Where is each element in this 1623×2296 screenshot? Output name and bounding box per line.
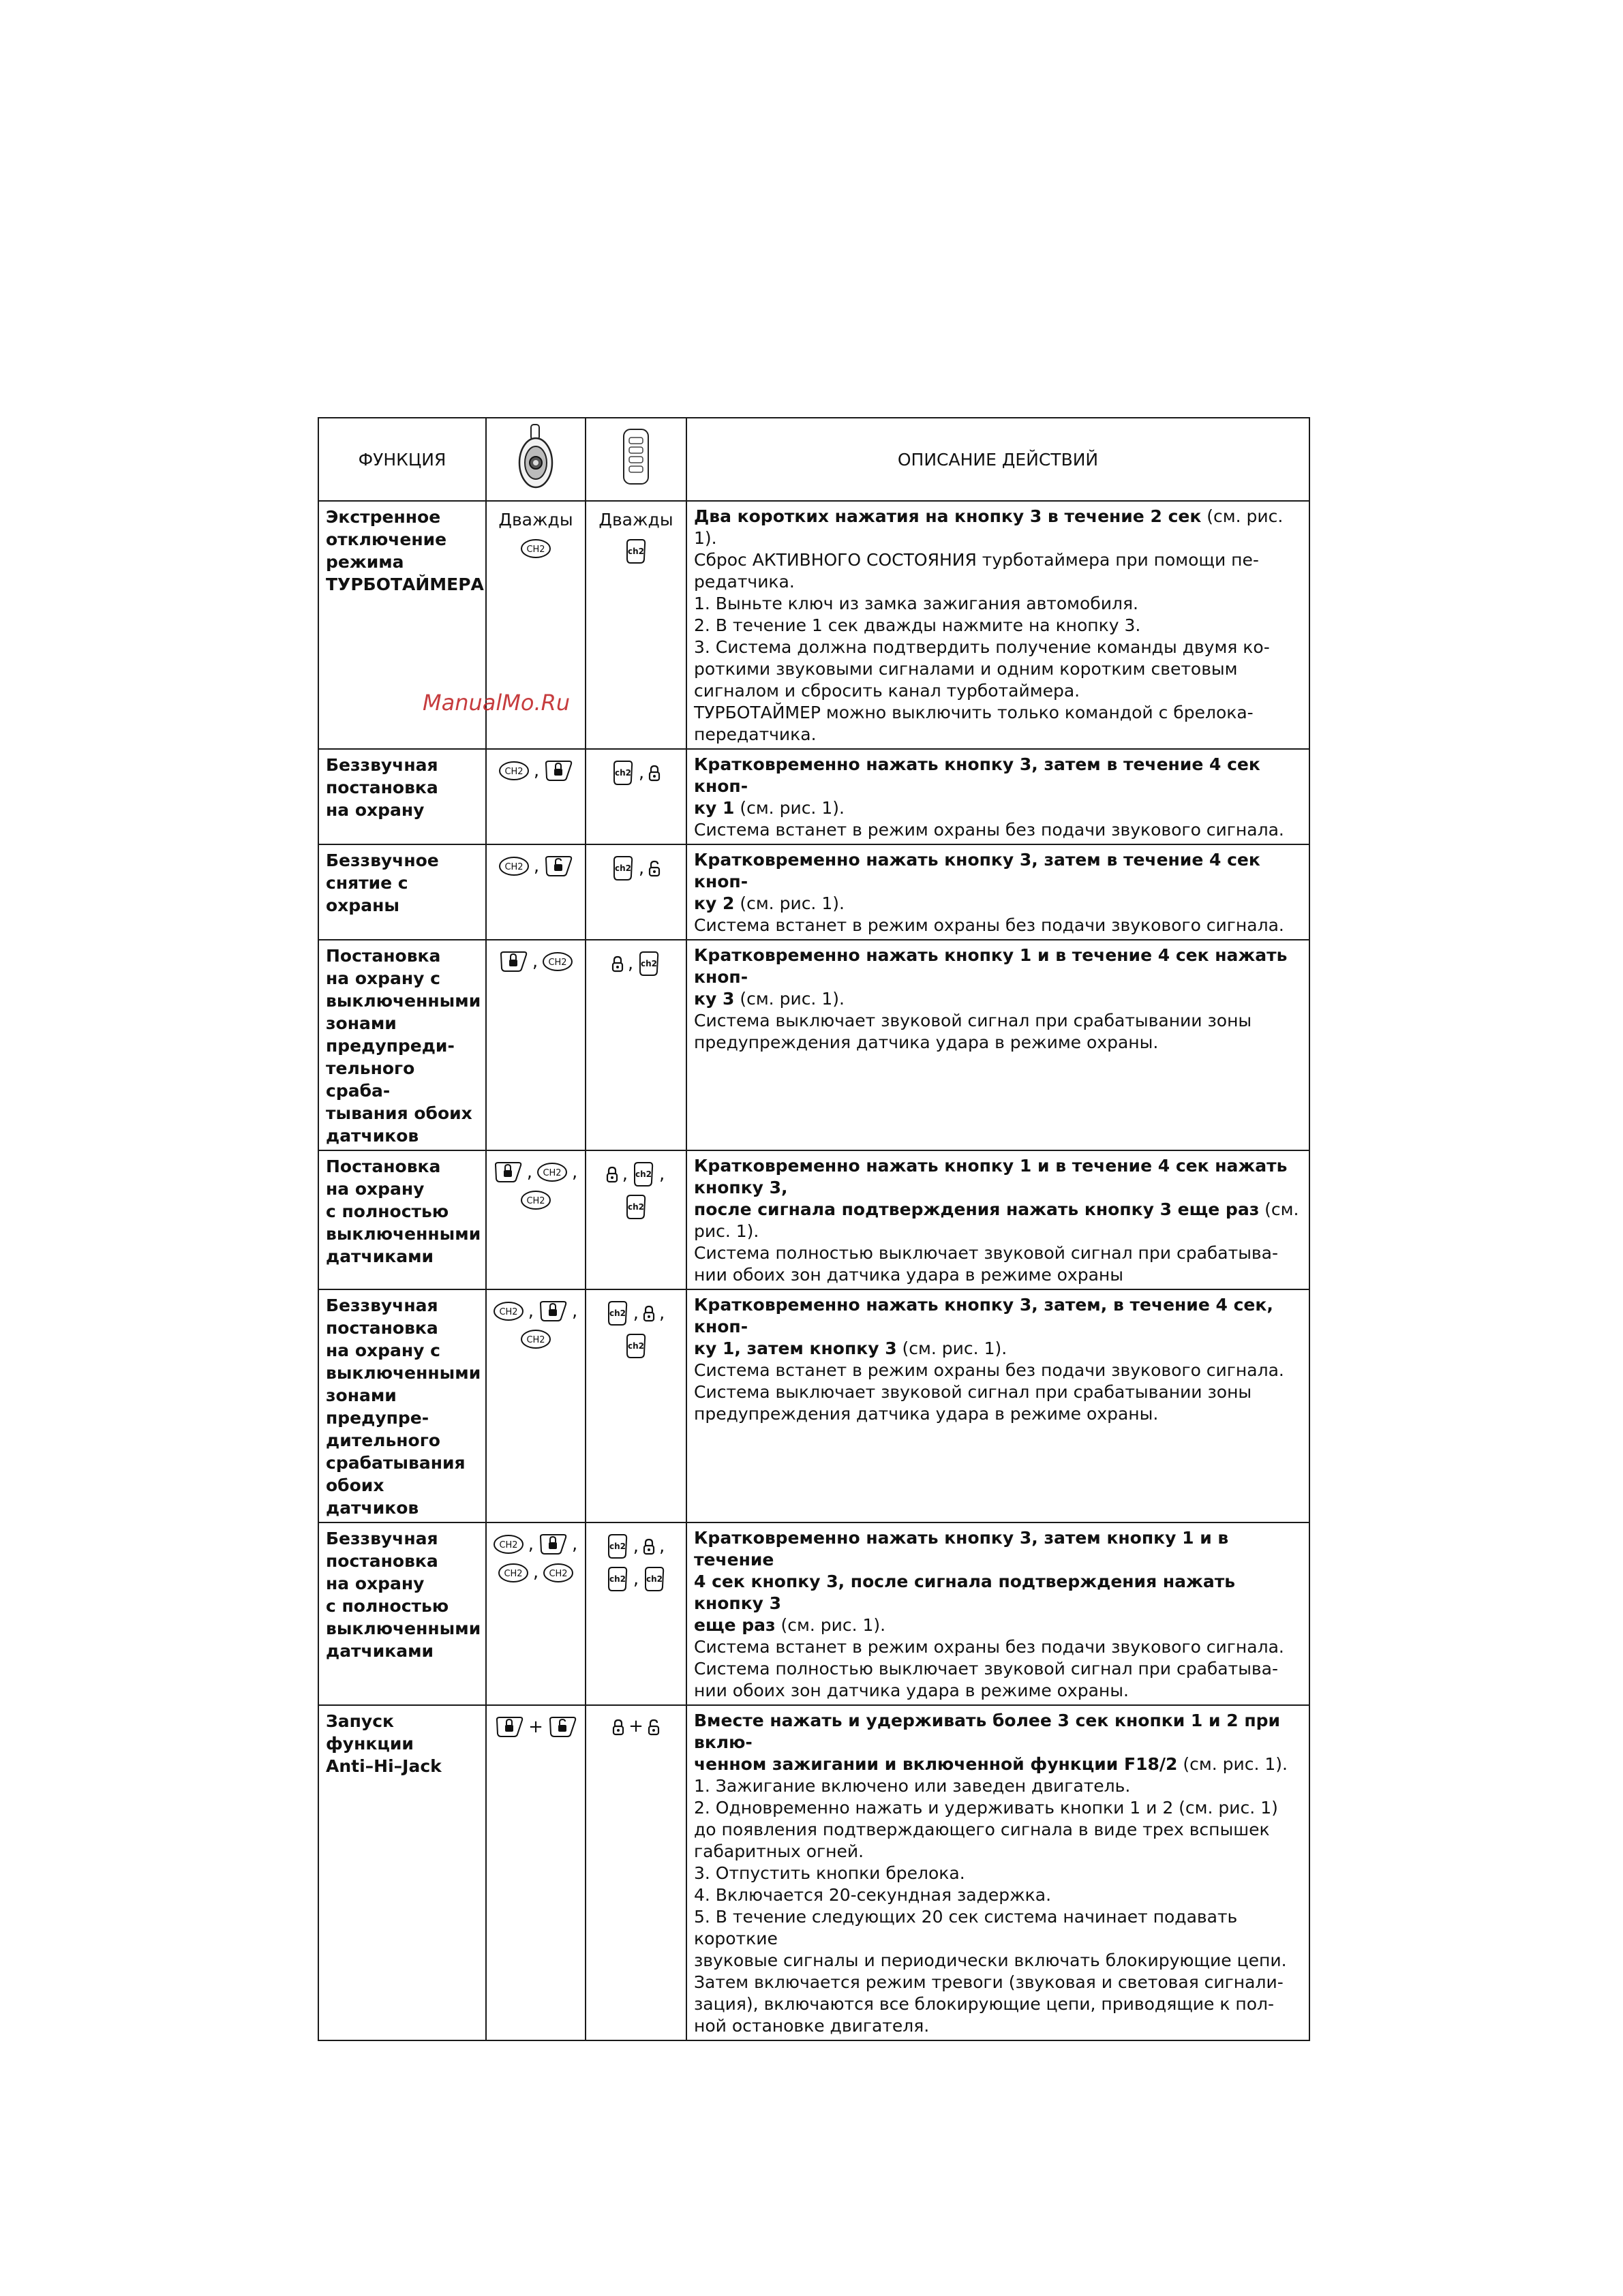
description-text: Система полностью выключает звуковой сигнал при срабатыва- — [694, 1659, 1279, 1679]
unlock-button-icon — [547, 1715, 577, 1739]
description-line — [694, 680, 1302, 702]
function-text: постановка — [326, 1551, 438, 1571]
button-sequence — [489, 1715, 582, 1739]
svg-text:CH2: CH2 — [548, 958, 567, 968]
description-text: предупреждения датчика удара в режиме охраны. — [694, 1404, 1159, 1424]
table-row — [318, 844, 1309, 940]
description-line — [694, 702, 1302, 724]
description-line — [694, 724, 1302, 746]
lock-button-icon — [494, 1715, 524, 1739]
button-sequence — [589, 1533, 683, 1560]
description-cell — [686, 501, 1309, 749]
description-line — [694, 593, 1302, 615]
svg-text:CH2: CH2 — [526, 1196, 545, 1206]
description-line — [694, 797, 1302, 819]
function-text: дительного — [326, 1430, 440, 1450]
description-bold-text: Кратковременно нажать кнопку 3, затем кнопку 1 и в течение — [694, 1528, 1229, 1570]
description-line — [694, 1754, 1302, 1775]
description-text: 2. Одновременно нажать и удерживать кнопки 1 и 2 (см. рис. 1) — [694, 1798, 1278, 1818]
button-sequence — [489, 1533, 582, 1556]
description-line — [694, 1032, 1302, 1054]
description-text: габаритных огней. — [694, 1841, 864, 1861]
function-text: с полностью — [326, 1596, 449, 1616]
function-text: выключенными — [326, 1619, 481, 1638]
button-sequence — [489, 950, 582, 973]
comma-separator: , — [633, 1302, 639, 1323]
description-line — [694, 1972, 1302, 1993]
function-cell — [318, 844, 486, 940]
description-text: (см. рис. 1). — [1177, 1754, 1288, 1774]
comma-separator: , — [622, 1163, 628, 1184]
description-line — [694, 1906, 1302, 1950]
svg-text:CH2: CH2 — [526, 545, 545, 555]
description-line — [694, 1775, 1302, 1797]
button-sequence — [489, 1189, 582, 1211]
fob2-cell — [586, 1522, 686, 1705]
function-text: с полностью — [326, 1201, 449, 1221]
description-bold-text: ку 3 — [694, 989, 735, 1009]
description-text: нии обоих зон датчика удара в режиме охраны. — [694, 1681, 1129, 1700]
function-text: датчиками — [326, 1641, 434, 1661]
description-text: редатчика. — [694, 572, 795, 592]
description-line — [694, 1614, 1302, 1636]
lock-icon — [648, 764, 661, 782]
plus-separator: + — [528, 1716, 543, 1737]
function-text: постановка — [326, 778, 438, 797]
fob1-cell — [486, 1289, 586, 1522]
unlock-button-icon — [543, 855, 573, 878]
function-text: на охрану с — [326, 1341, 441, 1360]
description-line — [694, 849, 1302, 893]
function-table — [318, 417, 1310, 2041]
ch2-button-icon — [493, 1533, 524, 1555]
svg-text:ch2: ch2 — [614, 863, 631, 873]
table-body — [318, 501, 1309, 2040]
description-line — [694, 1360, 1302, 1381]
description-text: 2. В течение 1 сек дважды нажмите на кнопку 3. — [694, 615, 1141, 635]
function-text: на охрану — [326, 800, 425, 820]
description-bold-text: Кратковременно нажать кнопку 1 и в течение 4 сек нажать кноп- — [694, 945, 1288, 987]
svg-text:ch2: ch2 — [641, 959, 658, 968]
description-line — [694, 1527, 1302, 1571]
fob2-cell — [586, 1150, 686, 1289]
button-sequence — [589, 855, 683, 882]
description-line — [694, 2015, 1302, 2037]
button-sequence — [589, 759, 683, 786]
lock-button-icon — [493, 1161, 523, 1184]
lock-button-icon — [543, 759, 573, 782]
svg-text:ch2: ch2 — [635, 1169, 652, 1179]
function-table-document — [318, 417, 1309, 2041]
function-text: тельного сраба- — [326, 1058, 415, 1101]
svg-text:CH2: CH2 — [504, 862, 524, 872]
lock-icon — [643, 1537, 655, 1555]
lock-button-icon — [498, 950, 528, 973]
ch2-button-icon — [520, 538, 551, 560]
description-bold-text: ку 1, затем кнопку 3 — [694, 1338, 897, 1358]
description-cell — [686, 1522, 1309, 1705]
comma-separator: , — [659, 1535, 665, 1557]
button-sequence — [489, 1300, 582, 1323]
description-text: 1. Выньте ключ из замка зажигания автомобиля. — [694, 594, 1138, 613]
comma-separator: , — [533, 760, 540, 781]
svg-text:CH2: CH2 — [504, 767, 524, 777]
svg-text:CH2: CH2 — [504, 1568, 523, 1579]
description-line — [694, 945, 1302, 988]
ch2-button-icon — [498, 855, 530, 877]
table-row — [318, 1289, 1309, 1522]
function-cell — [318, 1289, 486, 1522]
function-text: предупреди- — [326, 1036, 455, 1056]
description-line — [694, 1199, 1302, 1242]
description-line — [694, 549, 1302, 571]
svg-text:ch2: ch2 — [627, 1341, 645, 1351]
svg-text:CH2: CH2 — [499, 1307, 518, 1317]
button-sequence — [589, 950, 683, 977]
description-text: 3. Отпустить кнопки брелока. — [694, 1863, 965, 1883]
comma-separator: , — [633, 1535, 639, 1557]
description-line — [694, 1155, 1302, 1199]
function-text: тывания обоих — [326, 1103, 472, 1123]
ch2-button-icon — [611, 855, 635, 882]
description-line — [694, 506, 1302, 549]
function-cell — [318, 1705, 486, 2040]
description-text: Система встанет в режим охраны без подачи звукового сигнала. — [694, 820, 1284, 840]
description-text: Система полностью выключает звуковой сигнал при срабатыва- — [694, 1243, 1279, 1263]
description-line — [694, 1710, 1302, 1754]
ch2-button-icon — [606, 1533, 629, 1560]
fob2-cell — [586, 1289, 686, 1522]
description-text: зация), включаются все блокирующие цепи, приводящие к пол- — [694, 1994, 1275, 2014]
fob1-column-header — [486, 418, 586, 501]
svg-text:ch2: ch2 — [614, 768, 631, 778]
fob1-cell — [486, 940, 586, 1150]
remote-fob-2-icon — [621, 427, 651, 488]
comma-separator: , — [638, 857, 645, 878]
description-text: Сброс АКТИВНОГО СОСТОЯНИЯ турботаймера при помощи пе- — [694, 550, 1259, 570]
fob1-cell — [486, 749, 586, 844]
description-line — [694, 1819, 1302, 1841]
description-bold-text: Кратковременно нажать кнопку 3, затем в течение 4 сек кноп- — [694, 754, 1260, 796]
comma-separator: , — [532, 1562, 539, 1582]
description-text: 1. Зажигание включено или заведен двигатель. — [694, 1776, 1131, 1796]
function-text: Постановка — [326, 946, 441, 966]
table-row — [318, 1522, 1309, 1705]
lock-icon — [611, 955, 624, 973]
description-text: передатчика. — [694, 724, 817, 744]
function-text: срабатывания — [326, 1453, 466, 1473]
fob1-cell — [486, 1522, 586, 1705]
description-line — [694, 1658, 1302, 1680]
description-line — [694, 1010, 1302, 1032]
description-text: Система встанет в режим охраны без подачи звукового сигнала. — [694, 1360, 1284, 1380]
description-line — [694, 915, 1302, 936]
function-text: функции — [326, 1734, 414, 1754]
function-cell — [318, 749, 486, 844]
button-sequence — [489, 538, 582, 560]
function-text: ТУРБОТАЙМЕРА — [326, 575, 484, 594]
remote-fob-1-icon — [515, 423, 556, 491]
fob2-cell — [586, 749, 686, 844]
description-text: Система встанет в режим охраны без подачи звукового сигнала. — [694, 915, 1284, 935]
description-line — [694, 1403, 1302, 1425]
function-text: режима — [326, 552, 404, 572]
fob1-cell — [486, 1150, 586, 1289]
function-text: Беззвучная — [326, 755, 438, 775]
function-text: на охрану — [326, 1179, 425, 1199]
comma-separator: , — [532, 951, 539, 972]
description-text: (см. рис. 1). — [734, 893, 845, 913]
description-line — [694, 1264, 1302, 1286]
description-text: (см. рис. 1). — [694, 506, 1284, 548]
button-sequence — [589, 1161, 683, 1188]
description-bold-text: ку 1 — [694, 798, 735, 818]
svg-text:CH2: CH2 — [543, 1168, 562, 1178]
description-line — [694, 571, 1302, 593]
description-text: Затем включается режим тревоги (звуковая и световая сигнали- — [694, 1972, 1284, 1992]
comma-separator: , — [528, 1300, 534, 1321]
unlock-icon — [648, 1718, 660, 1736]
description-line — [694, 1381, 1302, 1403]
button-sequence — [589, 1300, 683, 1327]
comma-separator: , — [572, 1533, 578, 1555]
comma-separator: , — [572, 1161, 578, 1182]
function-text: выключенными — [326, 1363, 481, 1383]
ch2-button-icon — [611, 759, 635, 786]
table-row — [318, 1705, 1309, 2040]
function-text: зонами — [326, 1013, 397, 1033]
fob1-cell — [486, 844, 586, 940]
fob2-cell — [586, 844, 686, 940]
comma-separator: , — [572, 1300, 578, 1321]
description-line — [694, 1884, 1302, 1906]
description-text: (см. рис. 1). — [694, 1199, 1299, 1241]
description-text: Система выключает звуковой сигнал при срабатывании зоны — [694, 1382, 1252, 1402]
function-cell — [318, 940, 486, 1150]
comma-separator: , — [533, 855, 540, 876]
button-sequence — [489, 1328, 582, 1350]
watermark: ManualMo.Ru — [423, 690, 571, 716]
function-text: Беззвучное — [326, 851, 439, 870]
button-sequence — [489, 759, 582, 782]
function-text: выключенными — [326, 1224, 481, 1244]
ch2-button-icon — [624, 1332, 648, 1360]
ch2-button-icon — [493, 1300, 524, 1322]
description-text: (см. рис. 1). — [775, 1615, 886, 1635]
description-line — [694, 754, 1302, 797]
lock-icon — [612, 1718, 624, 1736]
function-cell — [318, 1522, 486, 1705]
ch2-button-icon — [624, 538, 648, 565]
description-text: (см. рис. 1). — [734, 798, 845, 818]
function-text: Anti–Hi–Jack — [326, 1756, 442, 1776]
function-text: зонами — [326, 1386, 397, 1405]
button-sequence — [489, 855, 582, 878]
table-row — [318, 940, 1309, 1150]
ch2-button-icon — [520, 1189, 551, 1211]
description-text: (см. рис. 1). — [734, 989, 845, 1009]
description-cell — [686, 1150, 1309, 1289]
fob1-cell — [486, 1705, 586, 2040]
svg-text:CH2: CH2 — [499, 1540, 518, 1550]
function-text: снятие с охраны — [326, 873, 408, 915]
svg-text:CH2: CH2 — [549, 1568, 568, 1579]
fob2-column-header — [586, 418, 686, 501]
function-text: на охрану с — [326, 968, 441, 988]
ch2-button-icon — [637, 950, 661, 977]
description-text: Система выключает звуковой сигнал при срабатывании зоны — [694, 1011, 1252, 1030]
description-cell — [686, 1705, 1309, 2040]
svg-text:ch2: ch2 — [646, 1574, 663, 1584]
ch2-button-icon — [643, 1565, 666, 1593]
description-cell — [686, 940, 1309, 1150]
function-text: предупре- — [326, 1408, 429, 1428]
description-text: до появления подтверждающего сигнала в виде трех вспышек — [694, 1820, 1270, 1839]
description-line — [694, 658, 1302, 680]
svg-text:ch2: ch2 — [627, 1202, 645, 1212]
description-line — [694, 1950, 1302, 1972]
svg-text:ch2: ch2 — [609, 1308, 626, 1318]
comma-separator: , — [627, 953, 634, 974]
fob2-cell — [586, 1705, 686, 2040]
description-column-header: ОПИСАНИЕ ДЕЙСТВИЙ — [686, 418, 1309, 501]
description-text: ТУРБОТАЙМЕР можно выключить только командой с брелока- — [694, 703, 1254, 722]
description-bold-text: 4 сек кнопку 3, после сигнала подтверждения нажать кнопку 3 — [694, 1572, 1236, 1613]
button-sequence — [589, 1332, 683, 1360]
function-text: датчиков — [326, 1126, 419, 1146]
button-sequence — [589, 538, 683, 565]
ch2-button-icon — [606, 1565, 629, 1593]
comma-separator: , — [659, 1302, 665, 1323]
ch2-button-icon — [606, 1300, 629, 1327]
description-bold-text: ку 2 — [694, 893, 735, 913]
function-text: выключенными — [326, 991, 481, 1011]
comma-separator: , — [526, 1161, 532, 1182]
svg-text:CH2: CH2 — [526, 1335, 545, 1345]
ch2-button-icon — [536, 1161, 568, 1183]
description-bold-text: Кратковременно нажать кнопку 3, затем в течение 4 сек кноп- — [694, 850, 1260, 891]
function-cell — [318, 1150, 486, 1289]
function-text: Экстренное — [326, 507, 441, 527]
description-text: Система встанет в режим охраны без подачи звукового сигнала. — [694, 1637, 1284, 1657]
ch2-button-icon — [624, 1193, 648, 1221]
description-line — [694, 1571, 1302, 1614]
ch2-button-icon — [498, 760, 530, 782]
description-line — [694, 1294, 1302, 1338]
description-line — [694, 637, 1302, 658]
description-line — [694, 1242, 1302, 1264]
description-cell — [686, 844, 1309, 940]
lock-button-icon — [538, 1300, 568, 1323]
button-sequence — [589, 1565, 683, 1593]
comma-separator: , — [528, 1533, 534, 1555]
plus-separator: + — [628, 1716, 643, 1736]
lock-icon — [643, 1304, 655, 1322]
description-bold-text: ченном зажигании и включенной функции F18/2 — [694, 1754, 1178, 1774]
description-bold-text: еще раз — [694, 1615, 776, 1635]
button-sequence — [589, 1715, 683, 1738]
button-sequence — [589, 1193, 683, 1221]
description-text: звуковые сигналы и периодически включать блокирующие цепи. — [694, 1950, 1287, 1970]
function-text: постановка — [326, 1318, 438, 1338]
description-text: 5. В течение следующих 20 сек система начинает подавать короткие — [694, 1907, 1238, 1948]
lock-icon — [606, 1165, 618, 1183]
svg-text:ch2: ch2 — [609, 1542, 626, 1551]
description-bold-text: после сигнала подтверждения нажать кнопку 3 еще раз — [694, 1199, 1260, 1219]
ch2-button-icon — [543, 1562, 574, 1584]
description-line — [694, 988, 1302, 1010]
description-line — [694, 893, 1302, 915]
description-line — [694, 1841, 1302, 1863]
function-text: Запуск — [326, 1711, 394, 1731]
ch2-button-icon — [520, 1328, 551, 1350]
comma-separator: , — [659, 1163, 665, 1184]
description-line — [694, 1636, 1302, 1658]
function-column-header: ФУНКЦИЯ — [318, 418, 486, 501]
description-bold-text: Кратковременно нажать кнопку 3, затем, в течение 4 сек, кноп- — [694, 1295, 1273, 1336]
fob2-cell — [586, 501, 686, 749]
ch2-button-icon — [542, 951, 573, 973]
comma-separator: , — [638, 762, 645, 783]
description-bold-text: Два коротких нажатия на кнопку 3 в течение 2 сек — [694, 506, 1202, 526]
press-count-label: Дважды — [598, 510, 673, 530]
description-line — [694, 1680, 1302, 1702]
svg-text:ch2: ch2 — [609, 1574, 626, 1584]
fob2-cell — [586, 940, 686, 1150]
description-cell — [686, 1289, 1309, 1522]
unlock-icon — [648, 859, 661, 877]
description-text: нии обоих зон датчика удара в режиме охраны — [694, 1265, 1124, 1285]
description-cell — [686, 749, 1309, 844]
description-line — [694, 1338, 1302, 1360]
description-text: сигналом и сбросить канал турботаймера. — [694, 681, 1080, 701]
button-sequence — [489, 1561, 582, 1584]
function-text: Беззвучная — [326, 1529, 438, 1548]
description-line — [694, 1797, 1302, 1819]
svg-text:ch2: ch2 — [627, 547, 645, 556]
function-text: отключение — [326, 530, 447, 549]
comma-separator: , — [633, 1568, 639, 1589]
table-row — [318, 749, 1309, 844]
function-text: Постановка — [326, 1157, 441, 1176]
lock-button-icon — [538, 1533, 568, 1556]
description-text: роткими звуковыми сигналами и одним коротким световым — [694, 659, 1238, 679]
description-text: 3. Система должна подтвердить получение команды двумя ко- — [694, 637, 1270, 657]
description-line — [694, 615, 1302, 637]
button-sequence — [489, 1161, 582, 1184]
function-text: обоих датчиков — [326, 1475, 419, 1518]
ch2-button-icon — [632, 1161, 655, 1188]
description-line — [694, 1863, 1302, 1884]
function-text: датчиками — [326, 1246, 434, 1266]
table-header-row — [318, 418, 1309, 501]
description-text: (см. рис. 1). — [896, 1338, 1007, 1358]
description-line — [694, 819, 1302, 841]
description-line — [694, 1993, 1302, 2015]
press-count-label: Дважды — [498, 510, 573, 530]
description-text: ной остановке двигателя. — [694, 2016, 930, 2036]
description-text: 4. Включается 20-секундная задержка. — [694, 1885, 1052, 1905]
description-bold-text: Вместе нажать и удерживать более 3 сек кнопки 1 и 2 при вклю- — [694, 1711, 1281, 1752]
table-row — [318, 1150, 1309, 1289]
function-text: на охрану — [326, 1574, 425, 1593]
description-bold-text: Кратковременно нажать кнопку 1 и в течение 4 сек нажать кнопку 3, — [694, 1156, 1288, 1197]
function-text: Беззвучная — [326, 1296, 438, 1315]
ch2-button-icon — [498, 1562, 529, 1584]
description-text: предупреждения датчика удара в режиме охраны. — [694, 1032, 1159, 1052]
